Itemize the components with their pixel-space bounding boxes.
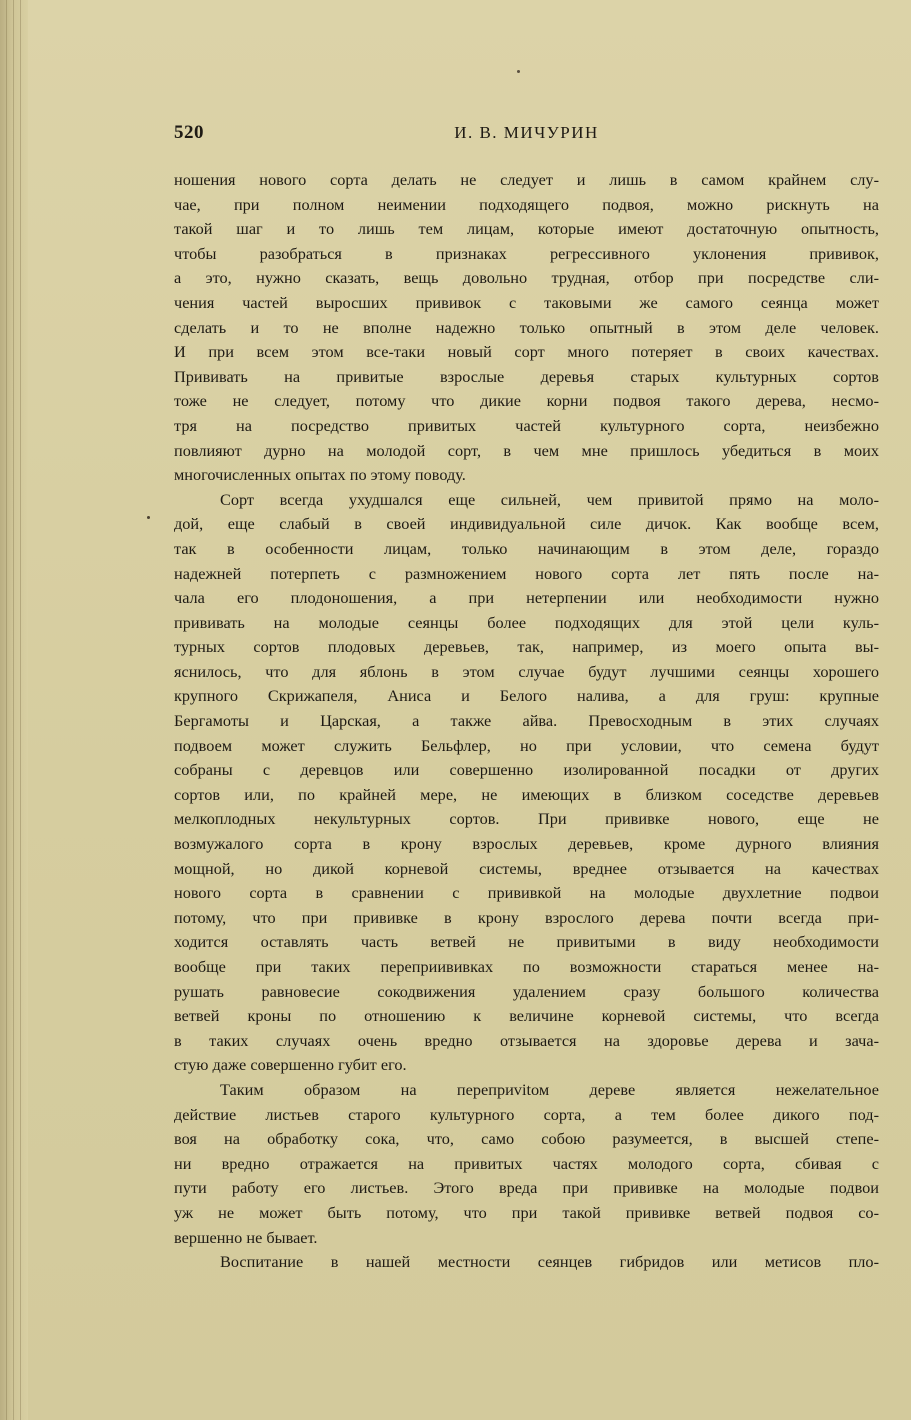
text-line: возмужалого сорта в крону взрослых деревьев, кроме дурного влияния	[174, 834, 879, 854]
text-line: ветвей кроны по отношению к величине корневой системы, что всегда	[174, 1006, 879, 1026]
text-line: крупного Скрижапеля, Аниса и Белого налива, а для груш: крупные	[174, 686, 879, 706]
running-head: И. В. МИЧУРИН	[454, 123, 599, 142]
page-edge-line	[20, 0, 21, 1420]
text-line: а это, нужно сказать, вещь довольно трудная, отбор при посредстве сли-	[174, 268, 879, 288]
text-line: чения частей выросших прививок с таковыми же самого сеянца может	[174, 292, 879, 312]
text-line: нового сорта в сравнении с прививкой на молодые двухлетние подвои	[174, 883, 879, 903]
text-line: прививать на молодые сеянцы более подходящих для этой цели куль-	[174, 612, 879, 632]
text-line: мелкоплодных некультурных сортов. При прививке нового, еще не	[174, 809, 879, 829]
page-stack-edge	[0, 0, 28, 1420]
text-line: собраны с деревцов или совершенно изолированной посадки от других	[174, 760, 879, 780]
page-number: 520	[174, 122, 204, 143]
text-line: повлияют дурно на молодой сорт, в чем мне пришлось убедиться в моих	[174, 440, 879, 460]
text-line: пути работу его листьев. Этого вреда при прививке на молодые подвои	[174, 1178, 879, 1198]
text-line: ношения нового сорта делать не следует и лишь в самом крайнем слу-	[174, 170, 879, 189]
text-line: чае, при полном неимении подходящего подвоя, можно рискнуть на	[174, 194, 879, 214]
page-edge-line	[13, 0, 14, 1420]
text-line: И при всем этом все-таки новый сорт много потеряет в своих качествах.	[174, 342, 879, 362]
text-line: чала его плодоношения, а при нетерпении или необходимости нужно	[174, 588, 879, 608]
text-line: Таким образом на переприvitом дереве является нежелательное	[220, 1079, 879, 1099]
text-line: мощной, но дикой корневой системы, вреднее отзывается на качествах	[174, 858, 879, 878]
text-line: такой шаг и то лишь тем лицам, которые имеют достаточную опытность,	[174, 219, 879, 239]
text-line: яснилось, что для яблонь в этом случае будут лучшими сеянцы хорошего	[174, 661, 879, 681]
text-line: рушать равновесие сокодвижения удалением сразу большого количества	[174, 981, 879, 1001]
text-line: Бергамоты и Царская, а также айва. Превосходным в этих случаях	[174, 711, 879, 731]
text-line: так в особенности лицам, только начинающим в этом деле, гораздо	[174, 538, 879, 558]
text-line: сделать и то не вполне надежно только опытный в этом деле человек.	[174, 317, 879, 337]
text-line: действие листьев старого культурного сорта, а тем более дикого под-	[174, 1104, 879, 1124]
text-line: вообще при таких переприививках по возможности стараться менее на-	[174, 957, 879, 976]
text-line: ходится оставлять часть ветвей не привитыми в виду необходимости	[174, 932, 879, 952]
text-line: уж не может быть потому, что при такой прививке ветвей подвоя со-	[174, 1202, 879, 1222]
text-line: турных сортов плодовых деревьев, так, например, из моего опыта вы-	[174, 637, 879, 657]
text-line: Сорт всегда ухудшался еще сильней, чем привитой прямо на моло-	[220, 489, 879, 509]
text-line: дой, еще слабый в своей индивидуальной силе дичок. Как вообще всем,	[174, 514, 879, 534]
page-header	[174, 122, 879, 148]
text-line: ни вредно отражается на привитых частях молодого сорта, сбивая с	[174, 1153, 879, 1173]
body-text	[174, 168, 879, 1275]
text-line: вершенно не бывает.	[174, 1227, 318, 1247]
text-line: в таких случаях очень вредно отзывается на здоровье дерева и зача-	[174, 1030, 879, 1050]
text-line: стую даже совершенно губит его.	[174, 1055, 407, 1075]
text-line: тря на посредство привитых частей культурного сорта, неизбежно	[174, 415, 879, 435]
text-line: надежней потерпеть с размножением нового сорта лет пять после на-	[174, 563, 879, 583]
page-edge-line	[6, 0, 7, 1420]
text-line: многочисленных опытах по этому поводу.	[174, 465, 466, 485]
text-line: Прививать на привитые взрослые деревья старых культурных сортов	[174, 366, 879, 386]
margin-mark	[147, 516, 150, 519]
text-line: сортов или, по крайней мере, не имеющих в близком соседстве деревьев	[174, 784, 879, 804]
text-line: воя на обработку сока, что, само собою разумеется, в высшей степе-	[174, 1129, 879, 1149]
text-line: чтобы разобраться в признаках регрессивного уклонения прививок,	[174, 243, 879, 263]
print-speck	[517, 70, 520, 73]
text-line: подвоем может служить Бельфлер, но при условии, что семена будут	[174, 735, 879, 755]
text-line: Воспитание в нашей местности сеянцев гибридов или метисов пло-	[220, 1252, 879, 1272]
text-line: тоже не следует, потому что дикие корни подвоя такого дерева, несмо-	[174, 391, 879, 411]
text-line: потому, что при прививке в крону взрослого дерева почти всегда при-	[174, 907, 879, 927]
